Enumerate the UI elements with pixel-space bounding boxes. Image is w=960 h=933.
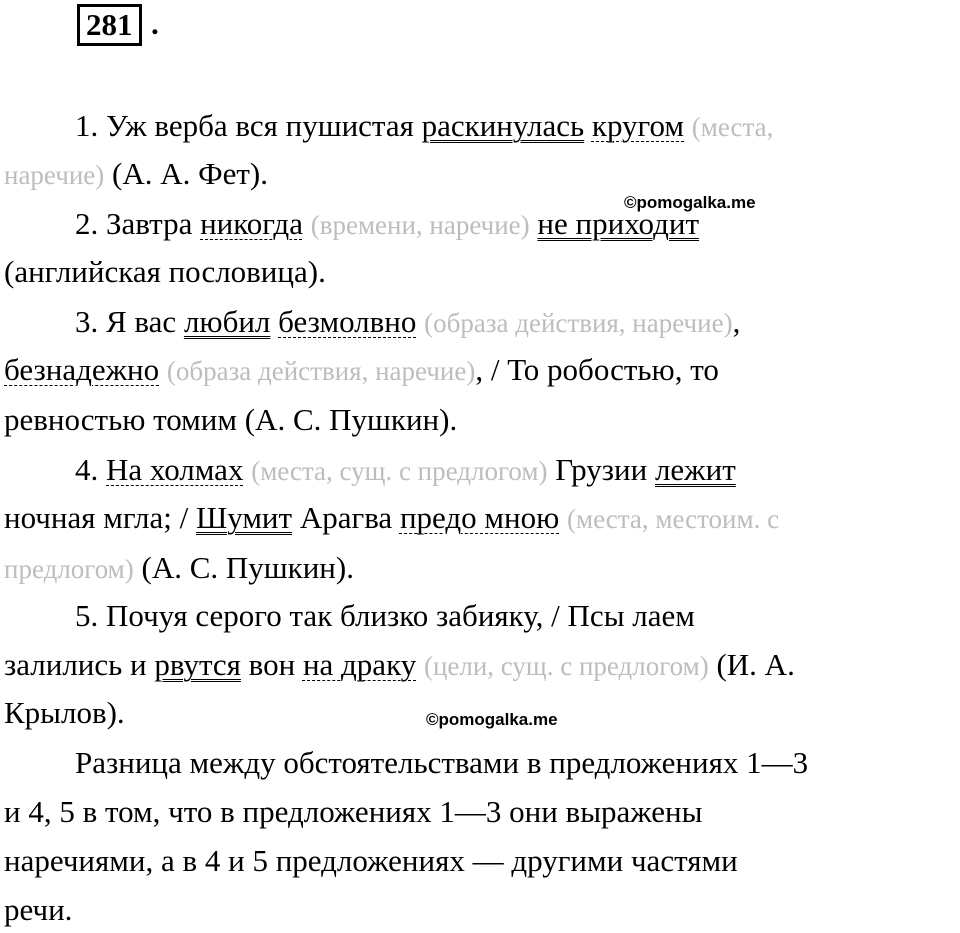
space (416, 647, 424, 682)
exercise-number-dot: . (151, 6, 159, 41)
space (159, 352, 167, 387)
sentence-text: залились и (4, 647, 155, 682)
annotation: предлогом) (4, 554, 134, 584)
sentence-text: 4. (75, 452, 106, 487)
adverbial-word: На холмах (106, 452, 244, 487)
adverbial-word: кругом (591, 108, 685, 143)
adverbial-word: никогда (200, 206, 303, 241)
adverbial-word: на драку (302, 647, 417, 682)
predicate-word: не приходит (537, 206, 700, 241)
sentence-text: вон (240, 647, 303, 682)
predicate-word: раскинулась (421, 108, 585, 143)
predicate-word: Шумит (195, 500, 293, 535)
sentence-text: 2. Завтра (75, 206, 201, 241)
sentence-text: 3. Я вас (75, 304, 184, 339)
space (416, 304, 424, 339)
sentence-4-line-3 (4, 548, 354, 589)
sentence-1-line-1 (75, 106, 773, 147)
sentence-text: (И. А. (708, 647, 795, 682)
adverbial-word: безмолвно (278, 304, 417, 339)
annotation: (времени, наречие) (310, 210, 530, 240)
annotation: наречие) (4, 160, 105, 190)
sentence-text: (А. С. Пушкин). (133, 550, 354, 585)
exercise-number: 281 (77, 4, 142, 46)
sentence-text: ночная мгла; / (4, 500, 196, 535)
sentence-3-line-1 (75, 302, 740, 343)
sentence-text: Арагва (292, 500, 400, 535)
sentence-5-line-3: Крылов). (4, 695, 125, 730)
adverbial-word: предо мною (399, 500, 560, 535)
sentence-text: Грузии (547, 452, 655, 487)
conclusion-line-2: и 4, 5 в том, что в предложениях 1—3 они выражены (4, 794, 703, 829)
space (270, 304, 278, 339)
space (303, 206, 311, 241)
sentence-5-line-2 (4, 645, 795, 686)
sentence-2-line-2: (английская пословица). (4, 254, 326, 289)
sentence-1-line-2 (4, 154, 268, 195)
predicate-word: лежит (654, 452, 736, 487)
sentence-4-line-2 (4, 498, 779, 539)
annotation: (места, местоим. с (567, 504, 780, 534)
sentence-text: 1. Уж верба вся пушистая (75, 108, 422, 143)
conclusion-line-3: наречиями, а в 4 и 5 предложениях — другими частями (4, 843, 738, 878)
adverbial-word: безнадежно (4, 352, 160, 387)
conclusion-line-1: Разница между обстоятельствами в предложениях 1—3 (75, 745, 809, 780)
sentence-4-line-1 (75, 450, 736, 491)
sentence-text: , (732, 304, 741, 339)
predicate-word: любил (183, 304, 271, 339)
predicate-word: рвутся (154, 647, 241, 682)
sentence-5-line-1: 5. Почуя серого так близко забияку, / Псы лаем (75, 598, 695, 633)
sentence-text: , / То робостью, то (475, 352, 719, 387)
sentence-3-line-3: ревностью томим (А. С. Пушкин). (4, 402, 458, 437)
space (684, 108, 692, 143)
watermark: ©pomogalka.me (426, 710, 558, 729)
watermark: ©pomogalka.me (624, 193, 756, 212)
sentence-3-line-2 (4, 350, 719, 391)
annotation: (цели, сущ. с предлогом) (423, 651, 709, 681)
annotation: (места, (691, 112, 774, 142)
annotation: (образа действия, наречие) (166, 356, 476, 386)
annotation: (образа действия, наречие) (424, 308, 733, 338)
annotation: (места, сущ. с предлогом) (251, 456, 548, 486)
sentence-text: (А. А. Фет). (104, 156, 268, 191)
sentence-2-line-1 (75, 204, 699, 245)
conclusion-line-4: речи. (4, 892, 73, 927)
space (584, 108, 592, 143)
space (559, 500, 567, 535)
